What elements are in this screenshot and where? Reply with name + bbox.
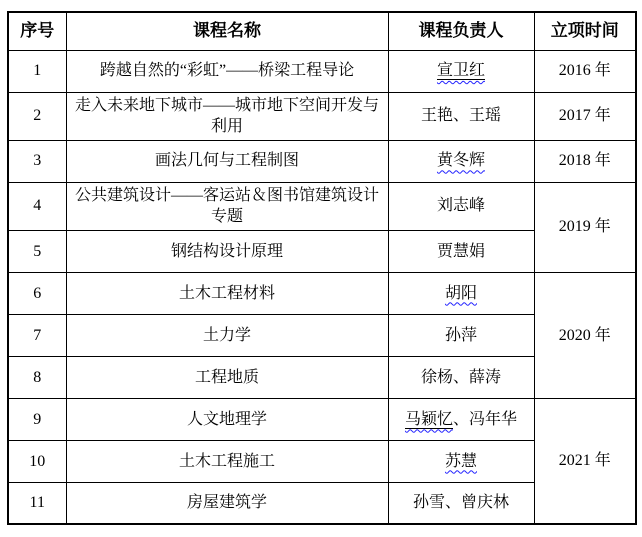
leader-name: 徐杨、薛涛: [420, 368, 501, 386]
header-row: [8, 12, 636, 50]
year-cell: 2018 年: [534, 140, 636, 182]
table-row: [8, 50, 636, 92]
table-row: [8, 182, 636, 230]
leader-cell: [388, 272, 534, 314]
serial-cell: 6: [8, 272, 66, 314]
leader-cell: [388, 398, 534, 440]
course-cell: 土力学: [66, 314, 388, 356]
year-cell: 2019 年: [534, 182, 636, 272]
table-row: [8, 398, 636, 440]
year-cell: 2016 年: [534, 50, 636, 92]
leader-name: 孙萍: [444, 326, 477, 344]
leader-cell: [388, 230, 534, 272]
header-course-leader: 课程负责人: [388, 12, 534, 50]
course-cell: 走入未来地下城市——城市地下空间开发与利用: [66, 92, 388, 140]
year-cell: 2020 年: [534, 272, 636, 398]
header-approval-time: 立项时间: [534, 12, 636, 50]
leader-name-with-squiggle: 马颖忆: [404, 410, 453, 428]
serial-cell: 5: [8, 230, 66, 272]
course-cell: 人文地理学: [66, 398, 388, 440]
leader-name: 贾慧娟: [436, 242, 485, 260]
year-cell: 2021 年: [534, 398, 636, 524]
leader-name: 王艳、王瑶: [420, 107, 501, 125]
leader-cell: [388, 50, 534, 92]
leader-cell: [388, 314, 534, 356]
course-cell: 跨越自然的“彩虹”——桥梁工程导论: [66, 50, 388, 92]
serial-cell: 10: [8, 440, 66, 482]
leader-name: 、冯年华: [453, 410, 518, 428]
leader-cell: [388, 482, 534, 524]
leader-name-with-squiggle: 苏慧: [444, 452, 477, 470]
course-cell: 公共建筑设计——客运站＆图书馆建筑设计专题: [66, 182, 388, 230]
course-cell: 土木工程施工: [66, 440, 388, 482]
course-cell: 工程地质: [66, 356, 388, 398]
serial-cell: 4: [8, 182, 66, 230]
leader-name: 刘志峰: [436, 197, 485, 215]
leader-name-with-squiggle: 黄冬辉: [436, 152, 485, 170]
leader-cell: [388, 440, 534, 482]
table-row: [8, 92, 636, 140]
course-table: [7, 11, 637, 525]
leader-name-with-squiggle: 宣卫红: [436, 62, 485, 80]
table-row: [8, 272, 636, 314]
serial-cell: 11: [8, 482, 66, 524]
year-cell: 2017 年: [534, 92, 636, 140]
serial-cell: 1: [8, 50, 66, 92]
serial-cell: 9: [8, 398, 66, 440]
course-cell: 房屋建筑学: [66, 482, 388, 524]
leader-cell: [388, 140, 534, 182]
course-cell: 画法几何与工程制图: [66, 140, 388, 182]
serial-cell: 2: [8, 92, 66, 140]
leader-name-with-squiggle: 胡阳: [444, 284, 477, 302]
serial-cell: 8: [8, 356, 66, 398]
header-serial: 序号: [8, 12, 66, 50]
course-cell: 土木工程材料: [66, 272, 388, 314]
header-course-name: 课程名称: [66, 12, 388, 50]
leader-cell: [388, 182, 534, 230]
leader-cell: [388, 92, 534, 140]
leader-cell: [388, 356, 534, 398]
leader-name: 孙雪、曾庆林: [412, 494, 509, 512]
table-row: [8, 140, 636, 182]
serial-cell: 3: [8, 140, 66, 182]
serial-cell: 7: [8, 314, 66, 356]
course-cell: 钢结构设计原理: [66, 230, 388, 272]
